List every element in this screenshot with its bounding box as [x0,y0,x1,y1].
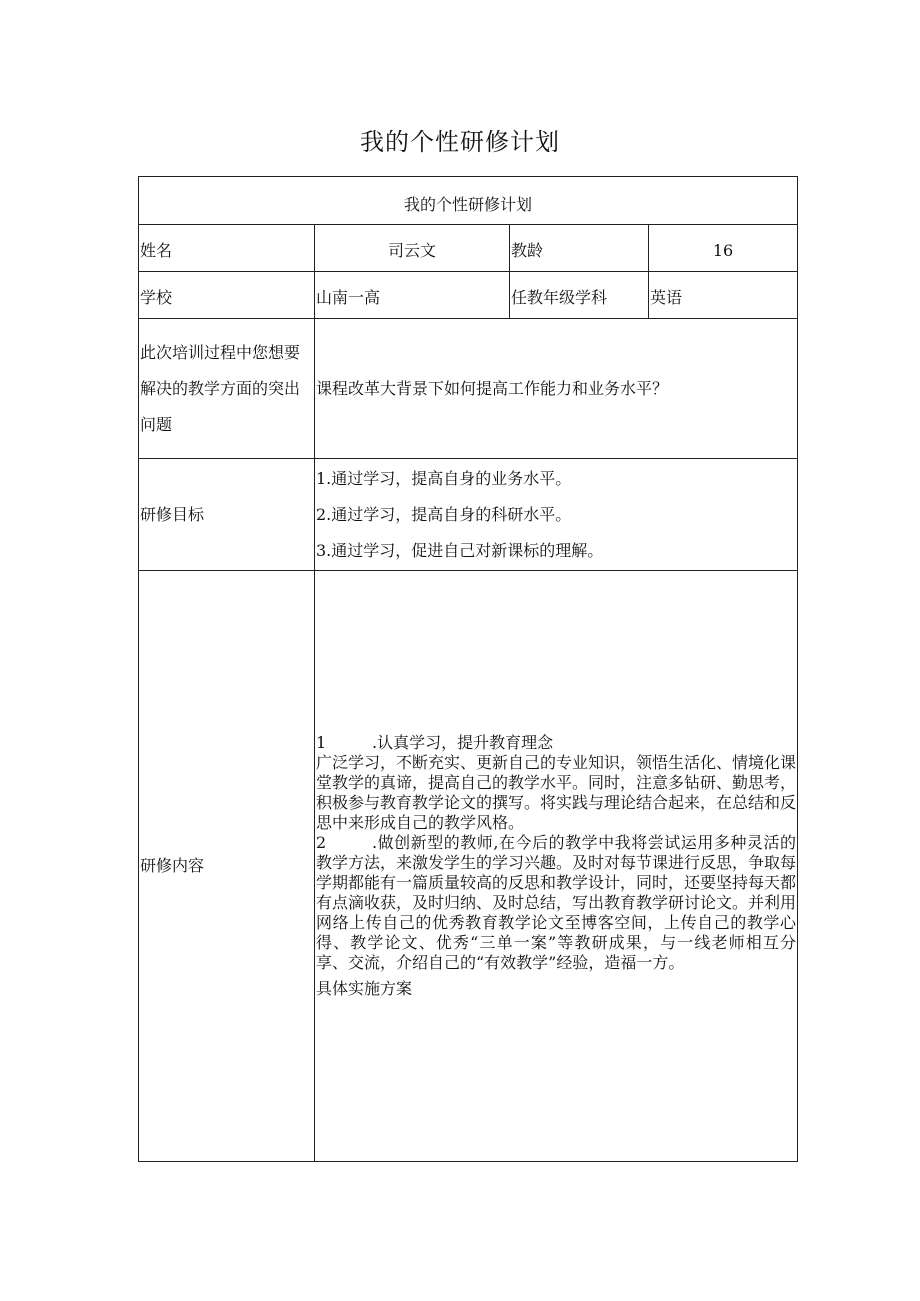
name-label: 姓名 [139,225,315,272]
content-item-1-number: 1 [316,733,327,752]
form-caption: 我的个性研修计划 [139,177,798,225]
problem-label: 此次培训过程中您想要解决的教学方面的突出问题 [139,319,315,459]
school-label: 学校 [139,272,315,319]
content-item-2-number: 2 [316,833,327,852]
content-label: 研修内容 [139,571,315,1162]
school-value: 山南一高 [315,272,510,319]
form-caption-row [139,177,798,225]
teaching-years-label: 教龄 [510,225,649,272]
subject-value: 英语 [649,272,798,319]
goals-list [315,459,798,571]
content-item-2 [316,833,796,973]
page-title: 我的个性研修计划 [360,128,560,156]
goal-item: 3.通过学习，促进自己对新课标的理解。 [316,540,604,560]
content-body [315,571,798,1162]
name-row [139,225,798,272]
subject-label: 任教年级学科 [510,272,649,319]
content-item-1-title: .认真学习，提升教育理念 [372,733,554,752]
content-item-2-body: .做创新型的教师,在今后的教学中我将尝试运用多种灵活的教学方法，来激发学生的学习兴趣。及时对每节课进行反思，争取每学期都能有一篇质量较高的反思和教学设计，同时，还要坚持每天都有点滴收获，及时归纳、及时总结，写出教育教学研讨论文。并利用网络上传自己的优秀教育教学论文至博客空间，上传自己的教学心得、教学论文、优秀“三单一案”等教研成果，与一线老师相互分享、交流，介绍自己的“有效教学”经验，造福一方。 [316,833,797,972]
problem-row [139,319,798,459]
training-plan-form [138,176,798,1162]
goal-item: 1.通过学习，提高自身的业务水平。 [316,468,572,488]
goals-row [139,459,798,571]
plan-label: 具体实施方案 [316,979,413,998]
problem-value: 课程改革大背景下如何提高工作能力和业务水平？ [315,319,798,459]
teaching-years-value: 16 [649,225,798,272]
school-row [139,272,798,319]
goals-label: 研修目标 [139,459,315,571]
goal-item: 2.通过学习，提高自身的科研水平。 [316,504,572,524]
content-item-1-heading [316,733,796,753]
name-value: 司云文 [315,225,510,272]
content-row [139,571,798,1162]
content-item-1-body: 广泛学习，不断充实、更新自己的专业知识，领悟生活化、情境化课堂教学的真谛，提高自己的教学水平。同时，注意多钻研、勤思考，积极参与教育教学论文的撰写。将实践与理论结合起来，在总结和反思中来形成自己的教学风格。 [316,753,797,832]
